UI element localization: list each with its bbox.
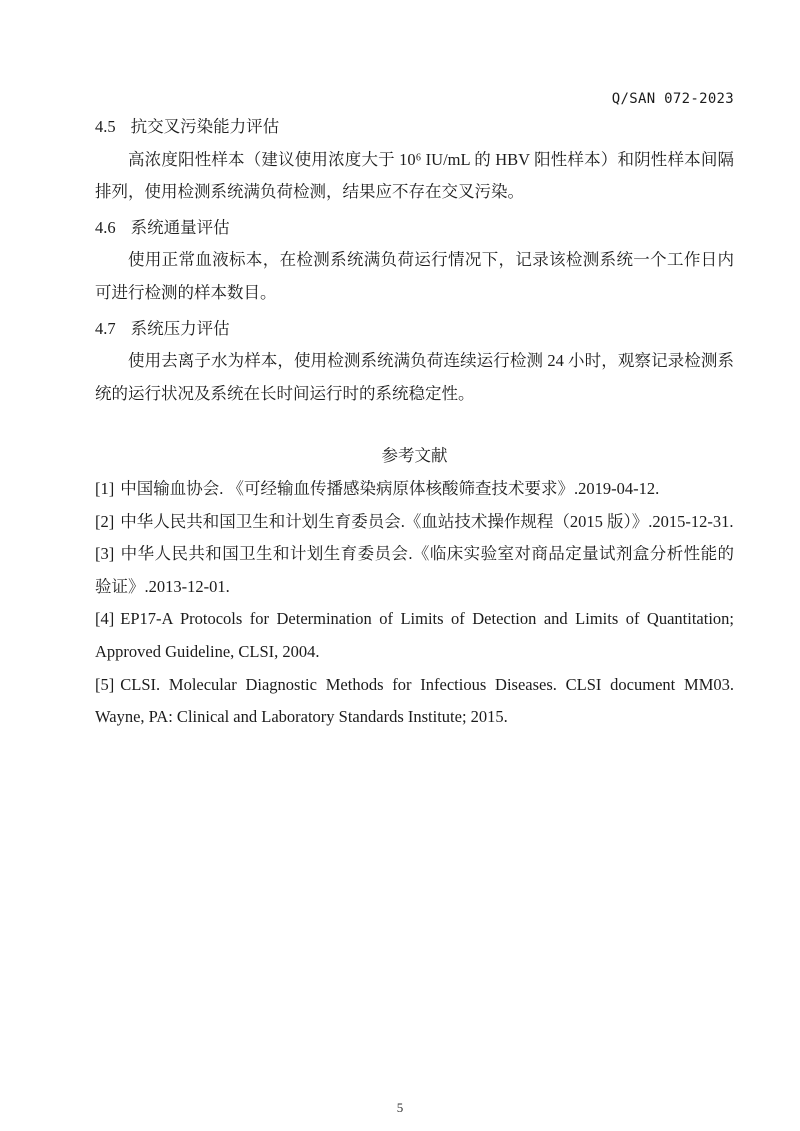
section-number: 4.6 (95, 217, 116, 237)
reference-text: 中华人民共和国卫生和计划生育委员会.《临床实验室对商品定量试剂盒分析性能的验证》.2013-12-01. (95, 544, 734, 596)
reference-text: 中国输血协会. 《可经输血传播感染病原体核酸筛查技术要求》.2019-04-12. (120, 478, 660, 498)
section-heading-4-5 (95, 111, 734, 144)
reference-item-4 (95, 603, 734, 668)
reference-text: 中华人民共和国卫生和计划生育委员会.《血站技术操作规程（2015 版）》.2015-12-31. (120, 511, 734, 531)
page-number: 5 (396, 1100, 404, 1115)
reference-text: EP17-A Protocols for Determination of Limits of Detection and Limits of Quantitation; Approved Guideline, CLSI, 2004. (95, 609, 734, 661)
reference-item-3 (95, 538, 734, 603)
section-heading-4-6 (95, 212, 734, 245)
reference-label: [3] (95, 544, 115, 564)
section-number: 4.7 (95, 318, 116, 338)
section-title: 系统通量评估 (130, 217, 230, 237)
section-paragraph-4-5: 高浓度阳性样本（建议使用浓度大于 10⁶ IU/mL 的 HBV 阳性样本）和阴性样本间隔排列，使用检测系统满负荷检测，结果应不存在交叉污染。 (95, 149, 734, 202)
reference-label: [4] (95, 609, 115, 629)
reference-label: [2] (95, 511, 115, 531)
reference-text: CLSI. Molecular Diagnostic Methods for Infectious Diseases. CLSI document MM03. Wayne, PA: Clinical and Laboratory Standards Institute; 2015. (95, 674, 734, 727)
reference-item-5 (95, 669, 734, 734)
reference-item-2 (95, 506, 734, 539)
references-heading: 参考文献 (381, 446, 448, 466)
reference-label: [5] (95, 674, 115, 694)
section-paragraph-4-7: 使用去离子水为样本，使用检测系统满负荷连续运行检测 24 小时，观察记录检测系统的运行状况及系统在长时间运行时的系统稳定性。 (95, 351, 734, 403)
reference-item-1 (95, 473, 734, 506)
section-heading-4-7 (95, 313, 734, 346)
section-title: 抗交叉污染能力评估 (130, 117, 280, 136)
reference-label: [1] (95, 478, 115, 498)
section-paragraph-4-6: 使用正常血液标本，在检测系统满负荷运行情况下，记录该检测系统一个工作日内可进行检测的样本数目。 (95, 250, 734, 302)
section-title: 系统压力评估 (130, 318, 230, 338)
section-number: 4.5 (95, 117, 116, 136)
document-body (95, 111, 734, 734)
document-code-header: Q/SAN 072-2023 (611, 91, 734, 107)
